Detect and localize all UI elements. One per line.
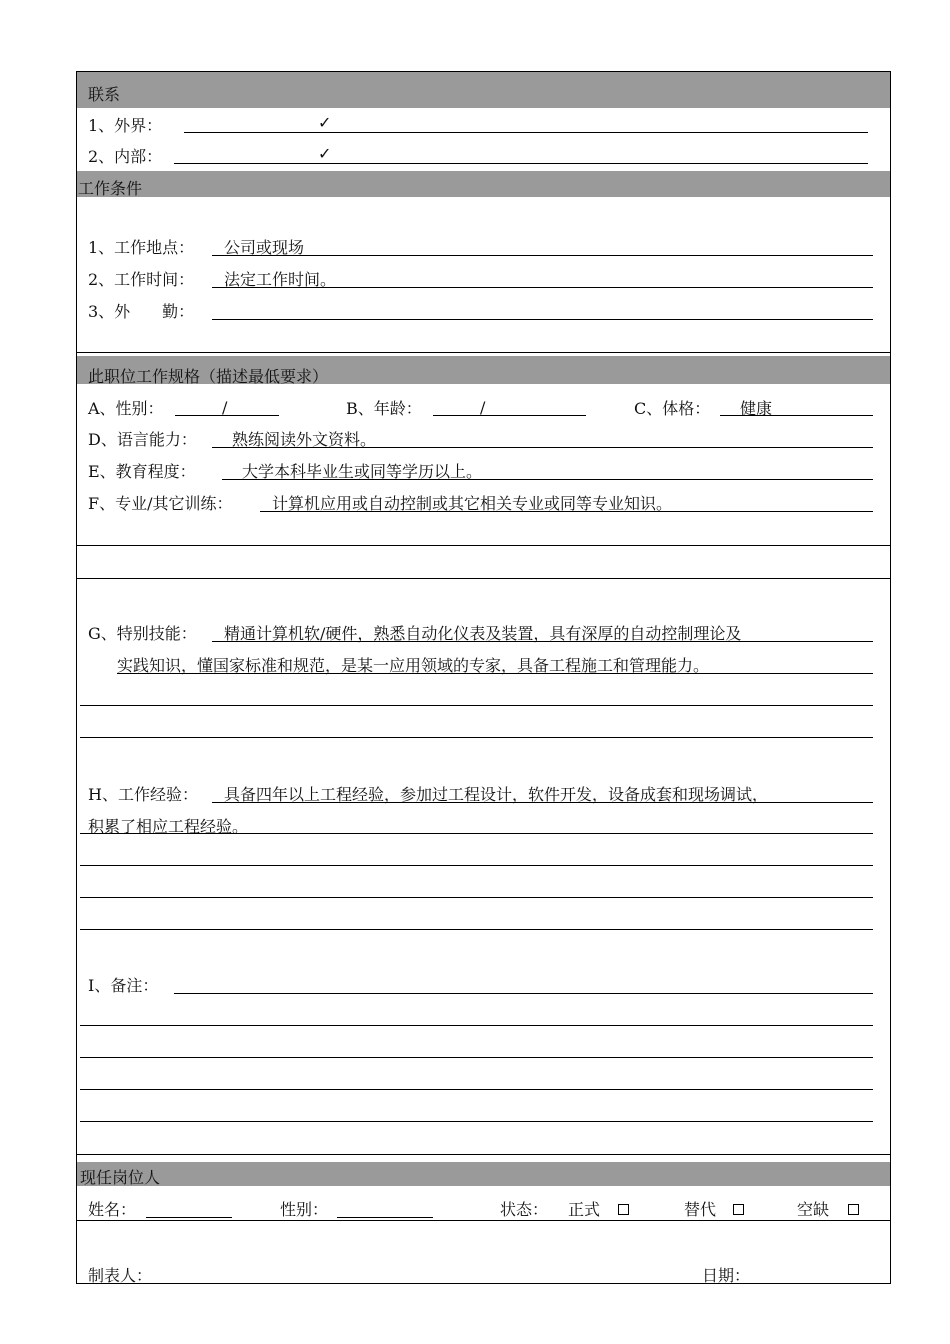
language-label: D、语言能力：: [88, 430, 197, 449]
experience-text-line2[interactable]: 积累了相应工程经验。: [88, 817, 249, 836]
name-line[interactable]: [146, 1217, 232, 1218]
location-line: [212, 255, 873, 256]
contact-external-line[interactable]: [184, 132, 868, 133]
age-value[interactable]: /: [480, 398, 486, 417]
remarks-label: I、备注：: [88, 976, 159, 995]
remarks-line[interactable]: [174, 993, 873, 994]
experience-text-line1[interactable]: 具备四年以上工程经验，参加过工程设计，软件开发，设备成套和现场调试，: [224, 785, 769, 804]
contacts-title: 联系: [88, 85, 121, 104]
status-label: 状态：: [500, 1200, 549, 1219]
major-line: [260, 511, 873, 512]
skills-line: [117, 673, 873, 674]
section-divider: [76, 578, 891, 579]
physique-label: C、体格：: [634, 399, 711, 418]
experience-line: [80, 833, 873, 834]
blank-line[interactable]: [80, 1121, 873, 1122]
conditions-header: [76, 171, 891, 197]
physique-line: [720, 415, 873, 416]
contact-external-label: 1、外界：: [88, 116, 163, 135]
skills-label: G、特别技能：: [88, 624, 197, 643]
contact-internal-line[interactable]: [174, 163, 868, 164]
blank-line[interactable]: [80, 1089, 873, 1090]
preparer-label: 制表人：: [88, 1266, 153, 1285]
experience-line: [212, 802, 873, 803]
skills-line: [212, 641, 873, 642]
education-label: E、教育程度：: [88, 462, 196, 481]
section-divider: [76, 545, 891, 546]
time-value[interactable]: 法定工作时间。: [224, 270, 337, 289]
status-substitute-checkbox[interactable]: [733, 1204, 744, 1215]
location-value[interactable]: 公司或现场: [224, 238, 305, 257]
gender-line: [175, 415, 279, 416]
preparer-line[interactable]: [165, 1283, 270, 1284]
status-formal-checkbox[interactable]: [618, 1204, 629, 1215]
status-vacant-checkbox[interactable]: [848, 1204, 859, 1215]
gender-label: A、性别：: [88, 399, 164, 418]
blank-line[interactable]: [80, 865, 873, 866]
skills-text-line2[interactable]: 实践知识，懂国家标准和规范，是某一应用领域的专家，具备工程施工和管理能力。: [117, 656, 710, 675]
incumbent-gender-line[interactable]: [337, 1217, 433, 1218]
time-line: [212, 287, 873, 288]
date-line[interactable]: [759, 1283, 854, 1284]
incumbent-title: 现任岗位人: [80, 1168, 161, 1187]
experience-label: H、工作经验：: [88, 785, 198, 804]
incumbent-gender-label: 性别：: [280, 1200, 329, 1219]
age-label: B、年龄：: [346, 399, 422, 418]
major-value[interactable]: 计算机应用或自动控制或其它相关专业或同等专业知识。: [272, 494, 673, 513]
language-value[interactable]: 熟练阅读外文资料。: [232, 430, 377, 449]
blank-line[interactable]: [80, 929, 873, 930]
time-label: 2、工作时间：: [88, 270, 195, 289]
travel-line[interactable]: [212, 319, 873, 320]
section-divider: [76, 1154, 891, 1155]
blank-line[interactable]: [80, 705, 873, 706]
blank-line[interactable]: [80, 1057, 873, 1058]
contact-internal-check-icon[interactable]: ✓: [318, 144, 332, 163]
section-divider: [76, 352, 891, 353]
conditions-title: 工作条件: [78, 179, 143, 198]
education-line: [222, 479, 873, 480]
status-formal-label: 正式: [568, 1200, 601, 1219]
language-line: [212, 447, 873, 448]
specs-title: 此职位工作规格（描述最低要求）: [88, 367, 329, 386]
skills-text-line1[interactable]: 精通计算机软/硬件，熟悉自动化仪表及装置，具有深厚的自动控制理论及: [224, 624, 742, 643]
physique-value[interactable]: 健康: [740, 399, 773, 418]
gender-value[interactable]: /: [222, 398, 228, 417]
section-divider: [76, 1220, 891, 1221]
status-substitute-label: 替代: [684, 1200, 717, 1219]
education-value[interactable]: 大学本科毕业生或同等学历以上。: [242, 462, 483, 481]
contacts-header: [76, 72, 891, 108]
blank-line[interactable]: [80, 897, 873, 898]
location-label: 1、工作地点：: [88, 238, 195, 257]
blank-line[interactable]: [80, 1025, 873, 1026]
name-label: 姓名：: [88, 1200, 137, 1219]
date-label: 日期：: [702, 1266, 751, 1285]
form-frame: [76, 71, 891, 1284]
age-line: [433, 415, 586, 416]
travel-label: 3、外 勤：: [88, 302, 195, 321]
contact-external-check-icon[interactable]: ✓: [318, 113, 332, 132]
incumbent-header: [76, 1162, 891, 1186]
major-label: F、专业/其它训练：: [88, 494, 233, 513]
contact-internal-label: 2、内部：: [88, 147, 163, 166]
blank-line[interactable]: [80, 737, 873, 738]
status-vacant-label: 空缺: [797, 1200, 830, 1219]
